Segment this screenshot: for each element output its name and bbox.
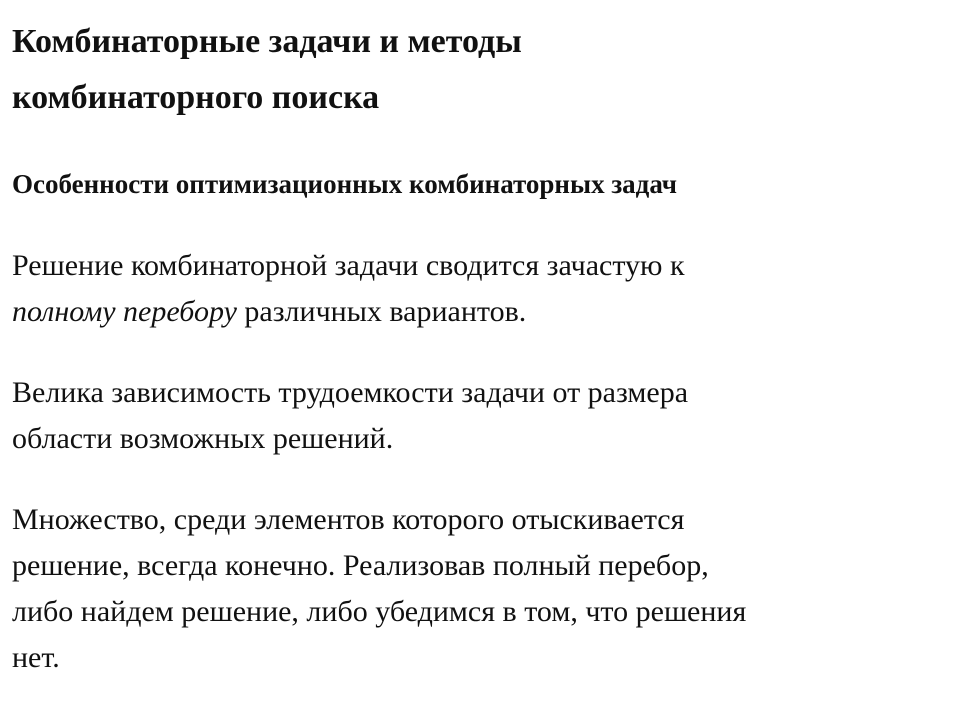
italic-term: полному перебору — [12, 295, 237, 328]
paragraph-3-line-1: Множество, среди элементов которого отыскивается — [12, 503, 685, 536]
paragraph-2-line-1: Велика зависимость трудоемкости задачи от размера — [12, 376, 689, 409]
slide-title-line-1: Комбинаторные задачи и методы — [12, 23, 522, 60]
slide-title — [12, 14, 942, 126]
paragraph-complexity — [12, 370, 947, 462]
paragraph-1-line-1: Решение комбинаторной задачи сводится зачастую к — [12, 249, 685, 282]
slide-title-line-2: комбинаторного поиска — [12, 79, 380, 116]
paragraph-3-line-4: нет. — [12, 641, 60, 674]
paragraph-3-line-3: либо найдем решение, либо убедимся в том, что решения — [12, 595, 747, 628]
paragraph-2-line-2: области возможных решений. — [12, 422, 394, 455]
paragraph-full-search — [12, 243, 947, 335]
section-heading: Особенности оптимизационных комбинаторных задач — [12, 169, 677, 199]
paragraph-3-line-2: решение, всегда конечно. Реализовав полный перебор, — [12, 549, 709, 582]
paragraph-finite-set — [12, 497, 947, 681]
paragraph-1-line-2-rest: различных вариантов. — [236, 295, 527, 328]
paragraph-1-line-2 — [12, 289, 947, 335]
